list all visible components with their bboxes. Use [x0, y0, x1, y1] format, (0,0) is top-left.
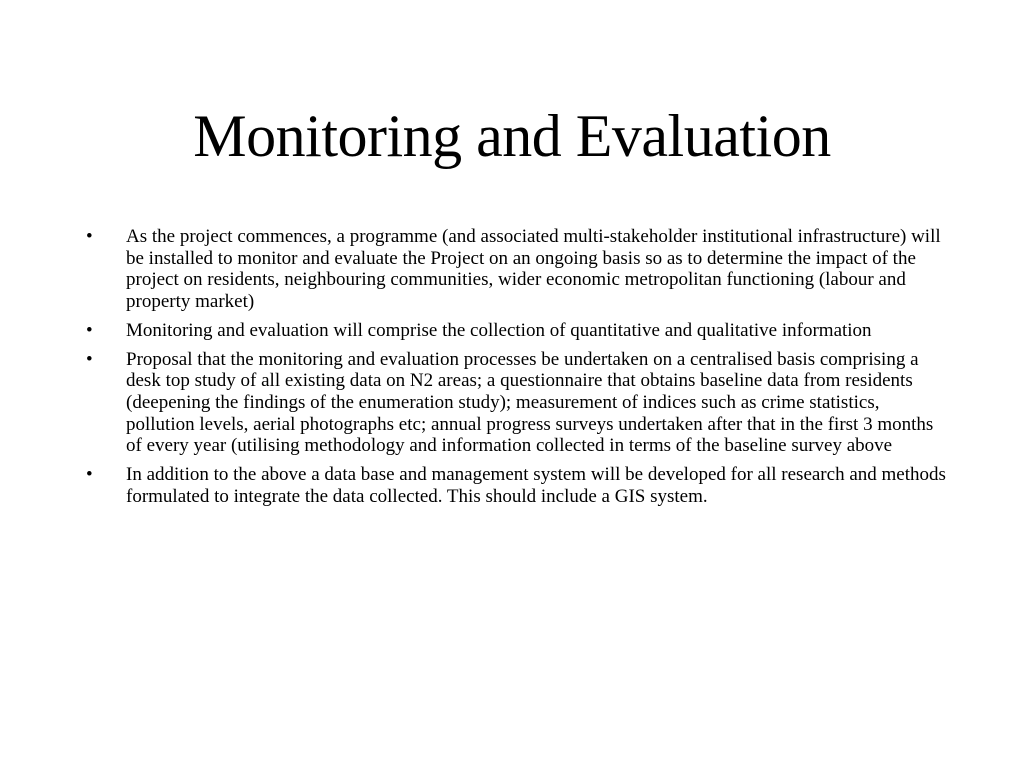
bullet-item-1	[86, 226, 946, 313]
bullet-text: Monitoring and evaluation will comprise the collection of quantitative and qualitative information	[126, 319, 872, 341]
bullet-item-2	[86, 320, 946, 342]
bullet-text: As the project commences, a programme (and associated multi-stakeholder institutional infrastructure) will be installed to monitor and evaluate the Project on an ongoing basis so as to determine the impact of the project on residents, neighbouring communities, wider economic metropolitan functioning (labour and property market)	[126, 226, 941, 313]
slide-title: Monitoring and Evaluation	[193, 103, 831, 169]
bullet-icon: •	[86, 348, 93, 370]
bullet-list	[86, 226, 946, 514]
bullet-icon: •	[86, 464, 93, 486]
bullet-item-3	[86, 349, 946, 458]
bullet-text: Proposal that the monitoring and evaluation processes be undertaken on a centralised basis comprising a desk top study of all existing data on N2 areas; a questionnaire that obtains baseline data from residents (deepening the findings of the enumeration study); measurement of indices such as crime statistics, pollution levels, aerial photographs etc; annual progress surveys undertaken after that in the first 3 months of every year (utilising methodology and information collected in terms of the baseline survey above	[126, 348, 934, 457]
bullet-icon: •	[86, 226, 93, 247]
bullet-item-4	[86, 464, 946, 507]
bullet-icon: •	[86, 319, 93, 341]
bullet-text: In addition to the above a data base and management system will be developed for all research and methods formulated to integrate the data collected. This should include a GIS system.	[126, 464, 946, 507]
